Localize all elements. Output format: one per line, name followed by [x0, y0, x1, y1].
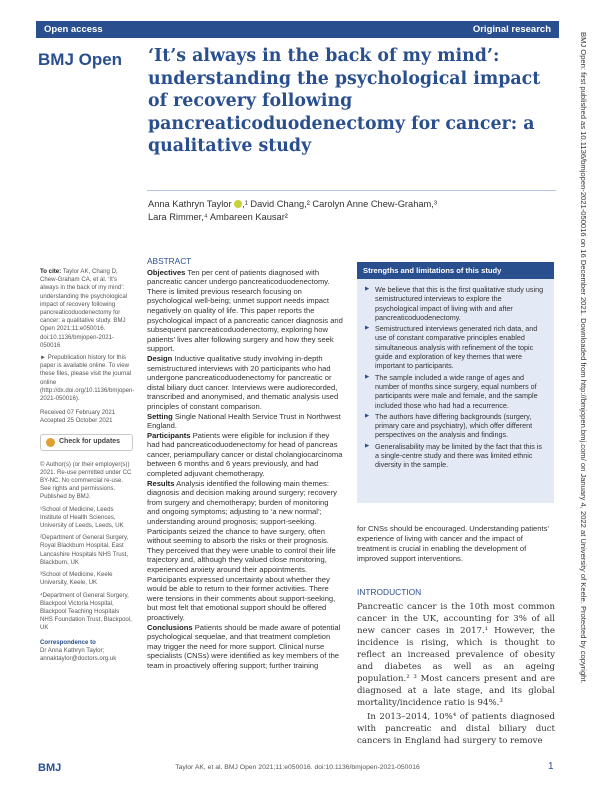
abstract-participants [147, 431, 343, 479]
affiliation-1: ¹School of Medicine, Leeds Institute of Health Sciences, University of Leeds, Leeds, UK [40, 505, 124, 530]
abstract-design [147, 354, 343, 412]
conclusions-text: Patients should be made aware of potential psychological sequelae, and that treatment completion may trigger the need for more support. Clinical nurse specialists (CNSs) were identified as key members of the team in proactively offering support; further training [147, 622, 341, 670]
strength-item: ▶ The authors have differing backgrounds (surgery, primary care and psychiatry), which offer different perspectives on the analysis and findings. [365, 412, 546, 440]
author-name[interactable]: Anna Kathryn Taylor [148, 199, 232, 209]
author-names-rest: ,¹ David Chang,² Carolyn Anne Chew-Graham,³ [242, 199, 437, 209]
header-bar [36, 21, 559, 38]
footer-logo: BMJ [38, 762, 62, 774]
article-type-label: Original research [472, 24, 551, 35]
strengths-heading: Strengths and limitations of this study [357, 262, 554, 279]
introduction-body [357, 601, 555, 749]
cite-label: To cite: [40, 268, 62, 275]
results-label: Results [147, 478, 175, 488]
received-date: Received 07 February 2021 [40, 409, 116, 417]
design-label: Design [147, 353, 173, 363]
affiliation-4: ⁴Department of General Surgery, Blackpool Victoria Hospital, Blackpool Teaching Hospitals NHS Foundation Trust, Blackpool, UK [40, 591, 132, 632]
abstract-heading: ABSTRACT [147, 256, 192, 266]
correspondence-email[interactable]: annaktaylor@doctors.org.uk [40, 654, 117, 662]
article-title: ‘It’s always in the back of my mind’: understanding the psychological impact of recovery following pancreaticoduodenectomy for cancer: a qualitative study [148, 46, 541, 156]
article-sidebar [40, 268, 133, 667]
correspondence-heading: Correspondence to [40, 638, 96, 646]
accepted-date: Accepted 25 October 2021 [40, 417, 113, 425]
author-list [148, 198, 548, 224]
strength-item: ▶ The sample included a wide range of ages and number of months since surgery, equal numbers of participants were male and female, and the sample included those who had had a recurrence. [365, 373, 546, 410]
strengths-list [357, 279, 554, 470]
footer-citation: Taylor AK, et al. BMJ Open 2021;11:e050016. doi:10.1136/bmjopen-2021-050016 [175, 764, 420, 771]
introduction-heading: INTRODUCTION [357, 587, 422, 597]
conclusions-label: Conclusions [147, 622, 193, 632]
participants-text: Patients were eligible for inclusion if they had had pancreaticoduodenectomy for head of pancreas cancer, periampullary cancer or distal cholangiocarcinoma between 6 months and 6 years previously, and had completed adjuvant chemotherapy. [147, 430, 343, 479]
download-note: BMJ Open: first published as 10.1136/bmjopen-2021-050016 on 16 December 2021. Downloaded from http://bmjopen.bmj.com/ on January 4, 2022 at University of Keele. Protected by copyright. [579, 32, 588, 684]
author-names-line2: Lara Rimmer,⁴ Ambareen Kausar² [148, 212, 288, 222]
citation-block [40, 268, 133, 350]
setting-text: Single National Health Service Trust in Northwest England. [147, 411, 341, 431]
affiliation-3: ³School of Medicine, Keele University, Keele, UK [40, 571, 113, 587]
introduction-paragraph-1: Pancreatic cancer is the 10th most common cancer in the UK, accounting for 3% of all new cancer cases in 2017.¹ However, the incidence is rising, which is thought to reflect an increased prevalence of obesity and diabetes as well as an ageing population.² ³ Most cancers present and are diagnosed at a late stage, and its global mortality/incidence ratio is 94%.³ [357, 602, 555, 708]
strength-item: ▶ Semistructured interviews generated rich data, and use of constant comparative principles enabled simultaneous analysis with refinement of the topic guide and exploration of key themes that were important to participants. [365, 324, 546, 370]
title-divider [147, 190, 556, 191]
page-number: 1 [548, 761, 554, 772]
cite-text: Taylor AK, Chang D, Chew-Graham CA, et al. ‘It’s always in the back of my mind’: understanding the psychological impact of recovery following pancreaticoduodenectomy for cancer: a qualitative study. BMJ Open 2021;11:e050016. doi:10.1136/bmjopen-2021-050016 [40, 268, 128, 349]
orcid-icon[interactable] [234, 200, 242, 208]
objectives-text: Ten per cent of patients diagnosed with pancreatic cancer undergo pancreaticoduodenectomy. There is limited previous research focusing on psychological well-being; unmet support needs impact negatively on quality of life. This paper reports the psychological impact of a pancreatic cancer diagnosis and subsequent pancreaticoduodenectomy, exploring how patients’ lives alter following surgery and how they seek support. [147, 267, 343, 354]
journal-logo[interactable]: BMJ Open [38, 50, 123, 69]
prepub-note[interactable]: ► Prepublication history for this paper is available online. To view these files, please visit the journal online (http://dx.doi.org/10.1136/bmjopen-2021-050016). [40, 354, 135, 403]
setting-label: Setting [147, 411, 173, 421]
abstract-setting [147, 412, 343, 431]
abstract [147, 257, 343, 671]
strengths-limitations-box [357, 262, 554, 503]
strength-item: ▶ Generalisability may be limited by the fact that this is a single-centre study and there was limited ethnic diversity in the sample. [365, 442, 546, 470]
correspondence-name: Dr Anna Kathryn Taylor; [40, 646, 105, 654]
design-text: Inductive qualitative study involving in-depth semistructured interviews with 20 participants who had undergone pancreaticoduodenectomy for pancreatic or distal biliary duct cancer. Interviews were audiorecorded, transcribed and anonymised, and thematic analysis used principles of constant comparison. [147, 353, 339, 411]
participants-label: Participants [147, 430, 191, 440]
check-updates-label: Check for updates [59, 438, 121, 446]
results-text: Analysis identified the following main themes: diagnosis and decision making around surgery; recovery from surgery and chemotherapy; burden of monitoring and ongoing symptoms; adjusting to ‘a new normal’; understanding around prognosis; support-seeking. Participants seized the chance to have surgery, often without seeming to absorb the risks or their prognosis. They perceived that they were unable to control their life trajectory and, although they valued close monitoring, experienced anxiety around their appointments. Participants expressed uncertainty about whether they would be able to return to their former activities. There were tensions in their comments about support-seeking, but most felt that emotional support should be offered proactively. [147, 478, 337, 622]
abstract-objectives [147, 268, 343, 354]
abstract-results [147, 479, 343, 623]
affiliation-2: ²Department of General Surgery, Royal Blackburn Hospital, East Lancashire Hospitals NHS Trust, Blackburn, UK [40, 534, 129, 566]
check-updates-button[interactable] [40, 434, 133, 451]
abstract-conclusions [147, 623, 343, 671]
abstract-continuation: for CNSs should be encouraged. Understanding patients’ experience of living with cancer and the impact of treatment is crucial in enabling the development of improved support interventions. [357, 524, 549, 563]
objectives-label: Objectives [147, 267, 186, 277]
download-watermark [578, 32, 590, 772]
strength-item: ▶ We believe that this is the first qualitative study using semistructured interviews to explore the psychological impact of living with and after pancreaticoduodenectomy. [365, 285, 546, 322]
copyright-note: © Author(s) (or their employer(s)) 2021. Re-use permitted under CC BY-NC. No commercial re-use. See rights and permissions. Published by BMJ. [40, 460, 132, 501]
correspondence [40, 639, 133, 664]
check-updates-icon [46, 438, 55, 447]
open-access-label: Open access [44, 24, 103, 35]
introduction-paragraph-2: In 2013–2014, 10%⁴ of patients diagnosed with pancreatic and distal biliary duct cancers in England had surgery to remove [357, 712, 555, 746]
